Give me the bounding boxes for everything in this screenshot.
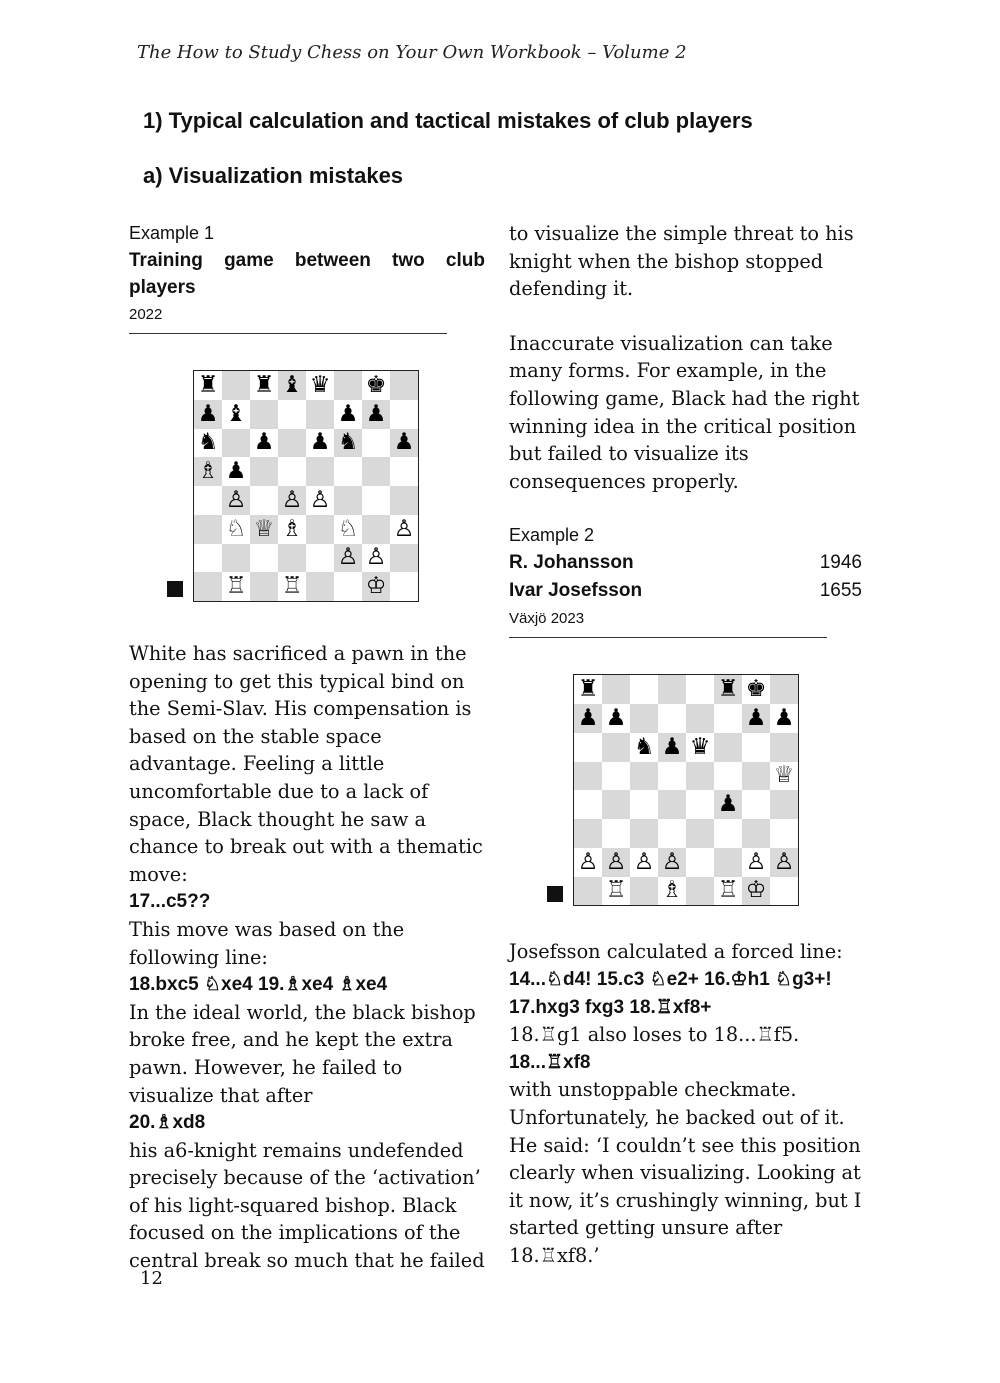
chess-piece-square: ♟︎ [714,790,742,819]
chess-square [278,544,306,573]
running-title: The How to Study Chess on Your Own Workbook – Volume 2 [137,42,687,63]
chess-piece-square: ♘︎ [222,515,250,544]
black-player-row [509,577,862,605]
chess-piece-square: ♜︎ [194,371,222,400]
example1-chessboard [193,370,419,602]
left-column [129,220,485,1275]
chess-square [630,877,658,906]
chess-square [602,733,630,762]
chess-square [194,572,222,601]
right-paragraph-5: with unstoppable checkmate. Unfortunately, he backed out of it. He said: ‘I couldn’t see this position clearly when visualizing. Looking at it now, it’s crushingly winning, but I started getting unsure after 18.♖xf8.’ [509,1078,862,1267]
chess-square [362,486,390,515]
chess-piece-square: ♙︎ [306,486,334,515]
chess-piece-square: ♟︎ [306,429,334,458]
chess-square [686,704,714,733]
chess-piece-square: ♟︎ [362,400,390,429]
chess-piece-square: ♙︎ [278,486,306,515]
chess-square [194,515,222,544]
chess-square [686,790,714,819]
example2-diagram [509,638,865,938]
example2-chessboard [573,674,799,906]
example1-year: 2022 [129,306,163,323]
chess-piece-square: ♔︎ [362,572,390,601]
example2-label: Example 2 [509,525,595,546]
chess-square [250,400,278,429]
chess-square [630,762,658,791]
chess-square [770,733,798,762]
chess-piece-square: ♜︎ [250,371,278,400]
chess-piece-square: ♙︎ [658,848,686,877]
left-paragraph-1: White has sacrificed a pawn in the opening to get this typical bind on the Semi-Slav. His compensation is based on the stable space advantage. Feeling a little uncomfortable due to a lack of space, Black thought he saw a chance to break out with a thematic move: [129,642,483,886]
chess-square [602,762,630,791]
chess-piece-square: ♞︎ [194,429,222,458]
chess-piece-square: ♟︎ [658,733,686,762]
chess-piece-square: ♙︎ [770,848,798,877]
chess-square [770,819,798,848]
example1-diagram [129,334,485,640]
right-paragraph-3: Josefsson calculated a forced line: [509,940,843,964]
chess-square [390,486,418,515]
chess-square [686,675,714,704]
chess-square [250,486,278,515]
chess-piece-square: ♖︎ [222,572,250,601]
chess-square [686,819,714,848]
chess-piece-square: ♚︎ [362,371,390,400]
chess-square [686,877,714,906]
chess-square [390,544,418,573]
chess-square [306,457,334,486]
chess-piece-square: ♜︎ [574,675,602,704]
chess-piece-square: ♙︎ [334,544,362,573]
chess-piece-square: ♛︎ [306,371,334,400]
chess-square [334,457,362,486]
chess-square [630,704,658,733]
chess-square [390,371,418,400]
chess-square [306,544,334,573]
chess-piece-square: ♟︎ [602,704,630,733]
right-paragraph-2: Inaccurate visualization can take many forms. For example, in the following game, Black had the right winning idea in the critical position but failed to visualize its consequences properly. [509,331,860,493]
chess-square [390,572,418,601]
example1-label: Example 1 [129,223,215,243]
chess-piece-square: ♗︎ [194,457,222,486]
chess-piece-square: ♙︎ [390,515,418,544]
left-paragraph-2: This move was based on the following line: [129,917,405,969]
chess-square [574,819,602,848]
chess-square [658,762,686,791]
example2-event: Växjö 2023 [509,610,585,628]
chess-square [602,819,630,848]
chess-piece-square: ♙︎ [602,848,630,877]
chess-square [602,790,630,819]
chess-piece-square: ♟︎ [390,429,418,458]
chess-square [250,457,278,486]
chess-square [222,371,250,400]
white-player-rating: 1946 [819,552,862,574]
chess-square [306,515,334,544]
chess-square [658,790,686,819]
chess-piece-square: ♙︎ [574,848,602,877]
left-move-2: 18.bxc5 ♘xe4 19.♗xe4 ♗xe4 [129,974,388,996]
chess-piece-square: ♕︎ [770,762,798,791]
black-to-move-marker [547,886,563,902]
right-column [509,220,865,1269]
chess-square [686,762,714,791]
chess-square [714,762,742,791]
chess-piece-square: ♟︎ [770,704,798,733]
chess-square [250,572,278,601]
chess-square [770,790,798,819]
chess-square [602,675,630,704]
white-player-name: R. Johansson [509,552,634,574]
chess-piece-square: ♖︎ [602,877,630,906]
chess-piece-square: ♟︎ [250,429,278,458]
chess-square [334,572,362,601]
subsection-heading: a) Visualization mistakes [143,163,404,188]
chess-piece-square: ♟︎ [334,400,362,429]
chess-piece-square: ♝︎ [278,371,306,400]
chess-piece-square: ♗︎ [278,515,306,544]
right-move-1: 14...♘d4! 15.c3 ♘e2+ 16.♔h1 ♘g3+! 17.hxg3 fxg3 18.♖xf8+ [509,968,832,1018]
chess-square [742,733,770,762]
chess-piece-square: ♟︎ [222,457,250,486]
chess-square [770,877,798,906]
right-paragraph-1: to visualize the simple threat to his knight when the bishop stopped defending it. [509,222,854,301]
chess-square [334,486,362,515]
chess-square [574,733,602,762]
chess-piece-square: ♖︎ [714,877,742,906]
chess-square [306,572,334,601]
chess-square [250,544,278,573]
section-heading: 1) Typical calculation and tactical mistakes of club players [143,108,753,133]
chess-piece-square: ♘︎ [334,515,362,544]
chess-square [742,819,770,848]
chess-piece-square: ♜︎ [714,675,742,704]
chess-piece-square: ♟︎ [742,704,770,733]
chess-piece-square: ♟︎ [194,400,222,429]
black-player-name: Ivar Josefsson [509,580,643,602]
page-number: 12 [140,1268,163,1289]
chess-piece-square: ♔︎ [742,877,770,906]
chess-square [574,790,602,819]
right-paragraph-4: 18.♖g1 also loses to 18...♖f5. [509,1023,800,1047]
chess-square [714,819,742,848]
chess-square [362,429,390,458]
chess-square [630,819,658,848]
black-to-move-marker [167,581,183,597]
example1-title: Training game between two club players [129,250,485,298]
chess-piece-square: ♙︎ [362,544,390,573]
chess-piece-square: ♚︎ [742,675,770,704]
left-move-1: 17...c5?? [129,891,211,913]
chess-piece-square: ♗︎ [658,877,686,906]
chess-piece-square: ♞︎ [334,429,362,458]
chess-square [278,400,306,429]
chess-square [714,848,742,877]
chess-piece-square: ♙︎ [222,486,250,515]
chess-square [306,400,334,429]
chess-square [742,762,770,791]
left-paragraph-4: his a6-knight remains undefended precisely because of the ‘activation’ of his light-squared bishop. Black focused on the implications of the central break so much that he failed [129,1138,485,1273]
chess-piece-square: ♖︎ [278,572,306,601]
chess-square [390,400,418,429]
chess-square [574,877,602,906]
chess-piece-square: ♝︎ [222,400,250,429]
chess-piece-square: ♙︎ [630,848,658,877]
black-player-rating: 1655 [819,580,862,602]
chess-piece-square: ♕︎ [250,515,278,544]
chess-square [630,790,658,819]
chess-square [194,544,222,573]
chess-square [630,675,658,704]
chess-square [742,790,770,819]
chess-square [222,429,250,458]
chess-piece-square: ♙︎ [742,848,770,877]
chess-square [334,371,362,400]
chess-square [658,675,686,704]
chess-piece-square: ♛︎ [686,733,714,762]
left-move-3: 20.♗xd8 [129,1112,206,1134]
chess-square [658,704,686,733]
chess-square [222,544,250,573]
chess-square [362,457,390,486]
chess-square [194,486,222,515]
chess-square [278,457,306,486]
chess-square [686,848,714,877]
chess-square [770,675,798,704]
chess-square [362,515,390,544]
white-player-row [509,549,862,577]
chess-square [574,762,602,791]
left-paragraph-3: In the ideal world, the black bishop broke free, and he kept the extra pawn. However, he failed to visualize that after [129,1000,476,1107]
chess-square [390,457,418,486]
chess-square [278,429,306,458]
chess-piece-square: ♟︎ [574,704,602,733]
right-move-2: 18...♖xf8 [509,1051,591,1073]
chess-square [714,704,742,733]
chess-piece-square: ♞︎ [630,733,658,762]
chess-square [658,819,686,848]
chess-square [714,733,742,762]
